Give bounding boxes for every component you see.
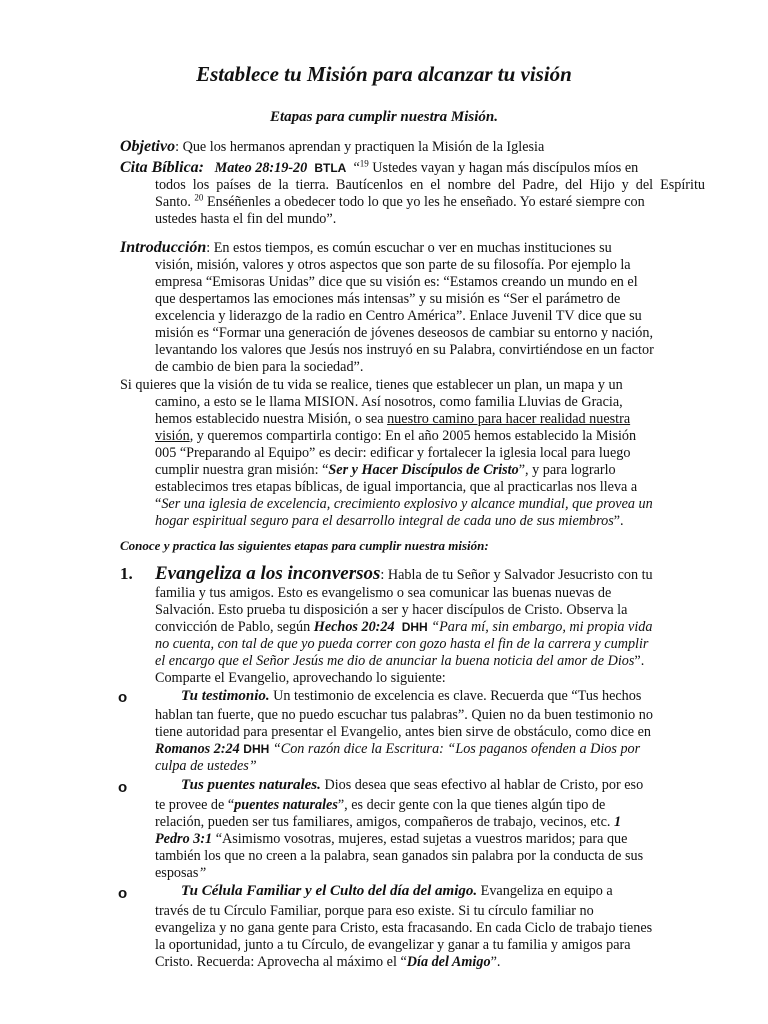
etapa1-line-7: Comparte el Evangelio, aprovechando lo siguiente: xyxy=(155,670,446,686)
cita-line-2: todos los países de la tierra. Bautícenlos en el nombre del Padre, del Hijo y del Espíritu xyxy=(155,177,705,193)
testimonio-version: DHH xyxy=(243,742,270,756)
etapa1-ref: Hechos 20:24 xyxy=(313,619,395,635)
celula-text-1: Evangeliza en equipo a xyxy=(477,883,613,899)
puentes-text-2b: ”, es decir gente con la que tienes algún tipo de xyxy=(337,797,606,813)
etapa-1-number: 1. xyxy=(120,564,133,583)
puentes-line-5: también los que no creen a la palabra, sean ganados sin palabra por la conducta de sus xyxy=(155,848,644,864)
etapa1-version: DHH xyxy=(401,620,428,634)
testimonio-line-5: culpa de ustedes” xyxy=(155,758,257,774)
para2-emphasis-6: Ser y Hacer Discípulos de Cristo xyxy=(328,462,519,478)
para2-line-4 xyxy=(155,428,636,445)
intro-line: visión, misión, valores y otros aspectos que son parte de su filosofía. Por ejemplo la xyxy=(155,257,631,273)
cita-ref: Mateo 28:19-20 xyxy=(214,160,308,176)
celula-line-1 xyxy=(181,883,613,900)
etapa1-line-2: familia y tus amigos. Esto es evangelismo o sea comunicar las buenas nuevas de xyxy=(155,585,612,601)
puentes-text-6a: esposas xyxy=(155,865,199,881)
testimonio-line-3: tiene autoridad para presentar el Evangelio, antes bien sirve de obstáculo, como dice en xyxy=(155,724,651,740)
intro-line: empresa “Emisoras Unidas” dice que su visión es: “Estamos creando un mundo en el xyxy=(155,274,638,290)
etapa1-text-6b: ”. xyxy=(634,653,645,669)
puentes-ref: Pedro 3:1 xyxy=(155,831,213,847)
puentes-text-2a: te provee de “ xyxy=(155,797,235,813)
intro-line: misión es “Formar una generación de jóvenes deseosos de cambiar su entorno y nación, xyxy=(155,325,653,341)
document-title: Establece tu Misión para alcanzar tu visión xyxy=(196,62,572,86)
para2-text-6a: cumplir nuestra gran misión: “ xyxy=(155,462,329,478)
para2-underlined-3: nuestro camino para hacer realidad nuestra xyxy=(387,411,631,427)
puentes-heading: Tus puentes naturales. xyxy=(181,777,321,793)
para2-text-9b: ”. xyxy=(613,513,624,529)
para2-text-8a: “ xyxy=(155,496,162,512)
cita-version: BTLA xyxy=(314,161,347,175)
etapa1-text-1: : Habla de tu Señor y Salvador Jesucristo con tu xyxy=(380,567,653,583)
celula-emphasis-5: Día del Amigo xyxy=(406,954,491,970)
celula-text-5a: Cristo. Recuerda: Aprovecha al máximo el “ xyxy=(155,954,407,970)
puentes-line-2 xyxy=(155,797,605,814)
para2-line-7: establecimos tres etapas bíblicas, de igual importancia, que al practicarlas nos lleva a xyxy=(155,479,638,495)
objetivo-line xyxy=(120,138,544,156)
puentes-line-1 xyxy=(181,777,643,794)
bullet-icon: o xyxy=(118,779,128,796)
bullet-icon: o xyxy=(118,885,128,902)
para2-line-8 xyxy=(155,496,653,513)
para2-text-6b: ”, y para lograrlo xyxy=(518,462,616,478)
testimonio-ref: Romanos 2:24 xyxy=(155,741,240,757)
cita-text-3b: Enséñenles a obedecer todo lo que yo les he enseñado. Yo estaré siempre con xyxy=(203,194,645,210)
puentes-line-4 xyxy=(155,831,627,848)
testimonio-heading: Tu testimonio. xyxy=(181,688,270,704)
intro-line: levantando los valores que Jesús nos instruyó en su Palabra, convirtiéndose en un factor xyxy=(155,342,654,358)
para2-line-1: Si quieres que la visión de tu vida se realice, tienes que establecer un plan, un mapa y un xyxy=(120,377,623,393)
testimonio-text-1: Un testimonio de excelencia es clave. Recuerda que “Tus hechos xyxy=(269,688,642,704)
para2-line-2: camino, a esto se le llama MISION. Así nosotros, como familia Lluvias de Gracia, xyxy=(155,394,623,410)
puentes-emphasis-3: 1 xyxy=(613,814,622,830)
etapa1-line-3: Salvación. Esto prueba tu disposición a ser y hacer discípulos de Cristo. Observa la xyxy=(155,602,628,618)
celula-line-5 xyxy=(155,954,500,971)
celula-text-5b: ”. xyxy=(490,954,501,970)
intro-line-1 xyxy=(120,239,612,257)
document-subtitle: Etapas para cumplir nuestra Misión. xyxy=(270,109,498,125)
verse-number-20: 20 xyxy=(194,192,204,203)
conoce-heading: Conoce y practica las siguientes etapas para cumplir nuestra misión: xyxy=(120,538,489,553)
intro-line: excelencia y liderazgo de la radio en Centro América”. Enlace Juvenil TV dice que su xyxy=(155,308,642,324)
objetivo-label: Objetivo xyxy=(120,138,176,155)
intro-text-1: : En estos tiempos, es común escuchar o ver en muchas instituciones su xyxy=(206,240,612,256)
cita-line-1 xyxy=(120,159,638,177)
para2-text-3a: hemos establecido nuestra Misión, o sea xyxy=(155,411,388,427)
etapa1-italic-4: “Para mí, sin embargo, mi propia vida xyxy=(427,619,653,635)
verse-number-19: 19 xyxy=(359,158,369,169)
testimonio-line-4 xyxy=(155,741,640,758)
cita-text-1: Ustedes vayan y hagan más discípulos míos en xyxy=(368,160,639,176)
para2-line-3 xyxy=(155,411,630,428)
para2-line-9 xyxy=(155,513,624,530)
testimonio-line-1 xyxy=(181,688,641,705)
puentes-line-3 xyxy=(155,814,621,831)
para2-line-6 xyxy=(155,462,616,479)
puentes-text-3a: relación, pueden ser tus familiares, amigos, compañeros de trabajo, vecinos, etc. xyxy=(155,814,614,830)
cita-line-4: ustedes hasta el fin del mundo”. xyxy=(155,211,337,227)
cita-label: Cita Bíblica: xyxy=(120,159,204,176)
puentes-text-4b: “Asimismo vosotras, mujeres, estad sujetas a vuestros maridos; para que xyxy=(212,831,628,847)
etapa1-text-4a: convicción de Pablo, según xyxy=(155,619,314,635)
etapa1-line-6 xyxy=(155,653,644,670)
intro-line: que despertamos las emociones más intensas” y su misión es “Ser el parámetro de xyxy=(155,291,621,307)
cita-line-3 xyxy=(155,194,645,211)
testimonio-line-2: hablan tan fuerte, que no puedo escuchar tus palabras”. Quien no da buen testimonio no xyxy=(155,707,653,723)
para2-italic-9: hogar espiritual seguro para el desarrollo integral de cada uno de sus miembros xyxy=(155,513,614,529)
puentes-emphasis-2: puentes naturales xyxy=(234,797,338,813)
objetivo-text: : Que los hermanos aprendan y practiquen la Misión de la Iglesia xyxy=(175,139,545,155)
etapa1-line-5: no cuenta, con tal de que yo pueda correr con gozo hasta el fin de la carrera y cumplir xyxy=(155,636,649,652)
para2-line-5: 005 “Preparando al Equipo” es decir: edificar y fortalecer la iglesia local para luego xyxy=(155,445,631,461)
para2-italic-8: Ser una iglesia de excelencia, crecimiento explosivo y alcance mundial, que provea un xyxy=(161,496,653,512)
testimonio-italic-4: “Con razón dice la Escritura: “Los paganos ofenden a Dios por xyxy=(269,741,641,757)
celula-line-4: la oportunidad, junto a tu Círculo, de evangelizar y ganar a tu familia y amigos para xyxy=(155,937,631,953)
para2-underlined-4: visión xyxy=(155,428,190,444)
intro-line: de cambio de bien para la sociedad”. xyxy=(155,359,364,375)
para2-text-4b: , y queremos compartirla contigo: En el año 2005 hemos establecido la Misión xyxy=(189,428,637,444)
puentes-text-1: Dios desea que seas efectivo al hablar de Cristo, por eso xyxy=(320,777,644,793)
etapa1-heading: Evangeliza a los inconversos xyxy=(155,563,381,584)
bullet-icon: o xyxy=(118,689,128,706)
celula-line-2: través de tu Círculo Familiar, porque para eso existe. Si tu círculo familiar no xyxy=(155,903,594,919)
etapa1-line-4 xyxy=(155,619,652,636)
celula-line-3: evangeliza y no gana gente para Cristo, esta fracasando. En cada Ciclo de trabajo tienes xyxy=(155,920,653,936)
intro-label: Introducción xyxy=(120,239,207,256)
etapa1-line-1 xyxy=(155,564,653,585)
puentes-text-6b: ” xyxy=(198,865,207,881)
puentes-line-6 xyxy=(155,865,206,882)
cita-text-3a: Santo. xyxy=(155,194,195,210)
celula-heading: Tu Célula Familiar y el Culto del día del amigo. xyxy=(181,883,478,899)
cita-quote-mark: “ xyxy=(353,160,360,176)
etapa1-italic-6: el encargo que el Señor Jesús me dio de anunciar la buena noticia del amor de Dios xyxy=(155,653,635,669)
